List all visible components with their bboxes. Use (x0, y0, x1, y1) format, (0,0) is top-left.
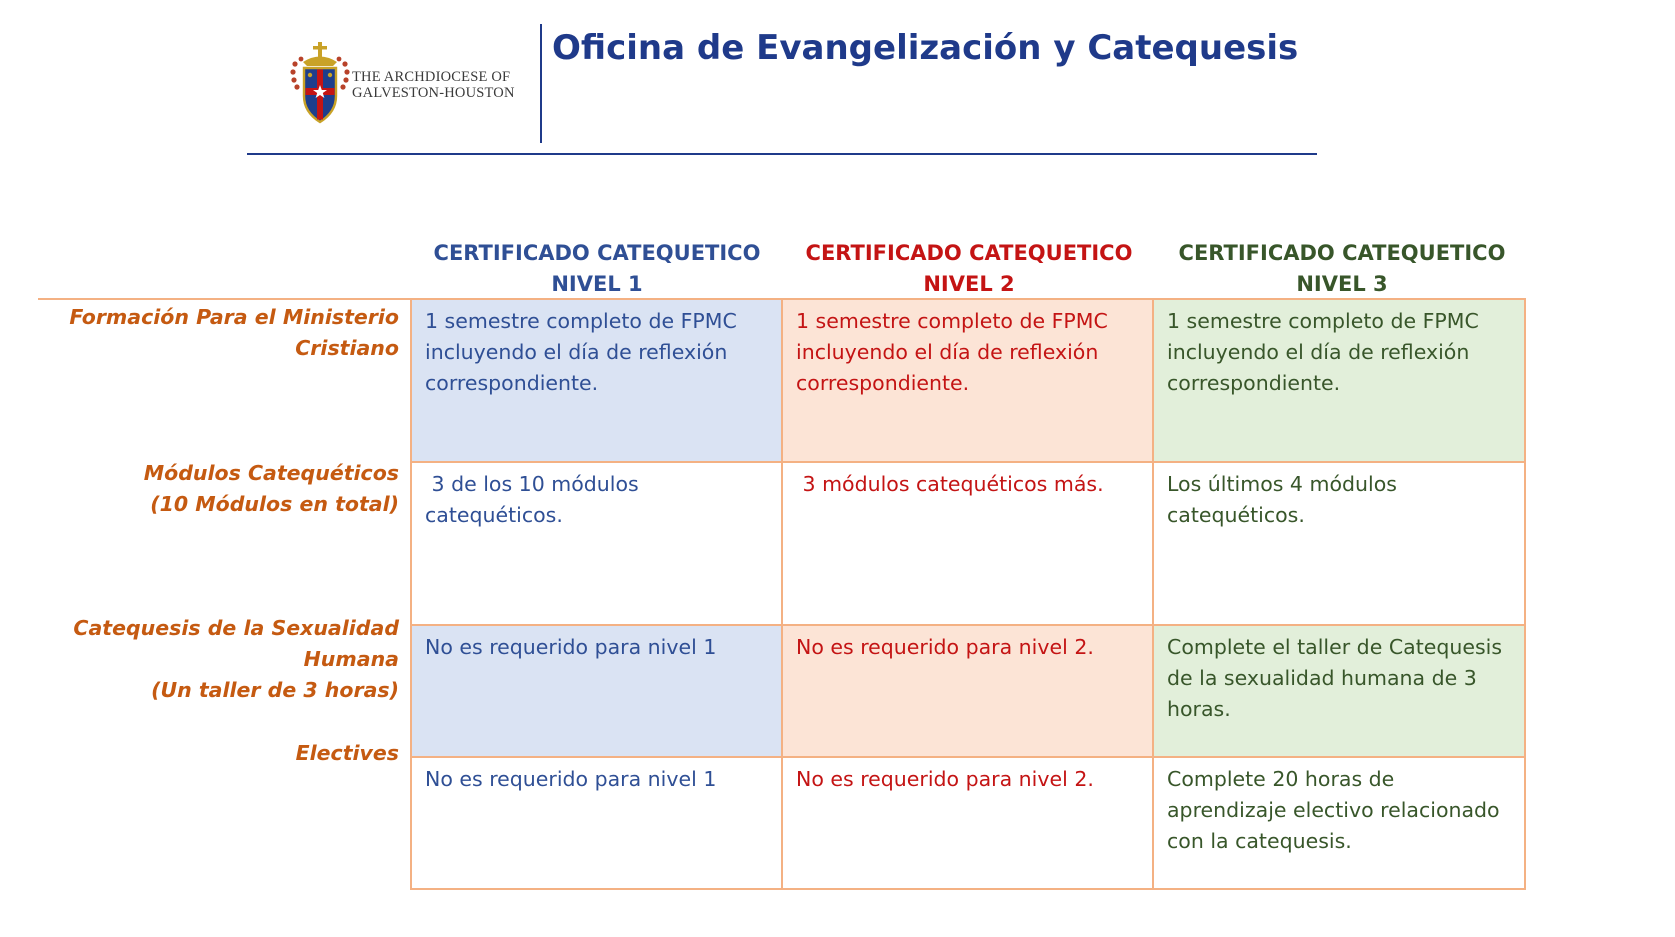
table-cell-nivel-1 (411, 757, 782, 889)
cell-line: correspondiente. (425, 371, 599, 395)
cell-line: Complete el taller de Catequesis (1167, 635, 1503, 659)
cell-line: 3 módulos catequéticos más. (796, 472, 1104, 496)
table-cell-nivel-3 (1153, 625, 1525, 757)
cell-line: aprendizaje electivo relacionado (1167, 798, 1500, 822)
cell-line: de la sexualidad humana de 3 (1167, 666, 1477, 690)
cell-line: Los últimos 4 módulos (1167, 472, 1397, 496)
row-label-line: (10 Módulos en total) (150, 492, 399, 516)
table-cell-nivel-3 (1153, 462, 1525, 625)
table-cell-nivel-3 (1153, 299, 1525, 462)
header-divider-vertical (540, 24, 542, 143)
cell-line: No es requerido para nivel 2. (796, 767, 1094, 791)
cell-line: catequéticos. (1167, 503, 1305, 527)
cell-line: No es requerido para nivel 1 (425, 635, 717, 659)
column-header-level: NIVEL 2 (923, 272, 1015, 296)
logo-line-1: THE ARCHDIOCESE OF (352, 69, 511, 85)
coat-of-arms-icon (289, 42, 351, 126)
cell-line: Complete 20 horas de (1167, 767, 1395, 791)
table-cell-nivel-1 (411, 625, 782, 757)
column-header-nivel-2 (783, 238, 1155, 300)
column-header-title: CERTIFICADO CATEQUETICO (1178, 241, 1506, 265)
table-cell-nivel-1 (411, 299, 782, 462)
table-row (411, 462, 1525, 625)
cell-line: incluyendo el día de reflexión (796, 340, 1099, 364)
table-row (411, 625, 1525, 757)
column-header-level: NIVEL 3 (1296, 272, 1388, 296)
cell-line: 1 semestre completo de FPMC (796, 309, 1108, 333)
cell-line: correspondiente. (796, 371, 970, 395)
table-cell-nivel-2 (782, 299, 1153, 462)
table-cell-nivel-2 (782, 757, 1153, 889)
cell-line: con la catequesis. (1167, 829, 1352, 853)
logo-line-2: GALVESTON-HOUSTON (352, 85, 515, 101)
table-top-rule (38, 298, 411, 300)
requirements-table (410, 298, 1526, 890)
header-divider-horizontal (247, 153, 1317, 155)
archdiocese-logo (289, 42, 529, 126)
row-label-line: (Un taller de 3 horas) (151, 678, 399, 702)
cell-line: 1 semestre completo de FPMC (425, 309, 737, 333)
page-title: Oficina de Evangelización y Catequesis (552, 28, 1299, 68)
row-label-line: Electives (295, 741, 399, 765)
table-row (411, 299, 1525, 462)
cell-line: No es requerido para nivel 2. (796, 635, 1094, 659)
cell-line: correspondiente. (1167, 371, 1341, 395)
table-row (411, 757, 1525, 889)
row-label-line: Módulos Catequéticos (143, 461, 399, 485)
column-header-nivel-3 (1156, 238, 1528, 300)
column-header-title: CERTIFICADO CATEQUETICO (805, 241, 1133, 265)
logo-text (352, 69, 515, 101)
row-label-sexualidad (40, 613, 399, 706)
table-cell-nivel-1 (411, 462, 782, 625)
table-cell-nivel-2 (782, 462, 1153, 625)
cell-line: incluyendo el día de reflexión (425, 340, 728, 364)
column-header-title: CERTIFICADO CATEQUETICO (433, 241, 761, 265)
row-label-line: Formación Para el Ministerio (69, 305, 399, 329)
cell-line: 3 de los 10 módulos (425, 472, 639, 496)
cell-line: 1 semestre completo de FPMC (1167, 309, 1479, 333)
cell-line: horas. (1167, 697, 1231, 721)
row-label-formacion (40, 302, 399, 364)
cell-line: incluyendo el día de reflexión (1167, 340, 1470, 364)
cell-line: catequéticos. (425, 503, 563, 527)
row-label-line: Humana (303, 647, 399, 671)
column-header-nivel-1 (411, 238, 783, 300)
table-cell-nivel-3 (1153, 757, 1525, 889)
row-label-modulos (40, 458, 399, 520)
row-label-electives (40, 738, 399, 769)
row-label-line: Cristiano (295, 336, 399, 360)
cell-line: No es requerido para nivel 1 (425, 767, 717, 791)
table-cell-nivel-2 (782, 625, 1153, 757)
row-label-line: Catequesis de la Sexualidad (73, 616, 399, 640)
column-header-level: NIVEL 1 (551, 272, 643, 296)
